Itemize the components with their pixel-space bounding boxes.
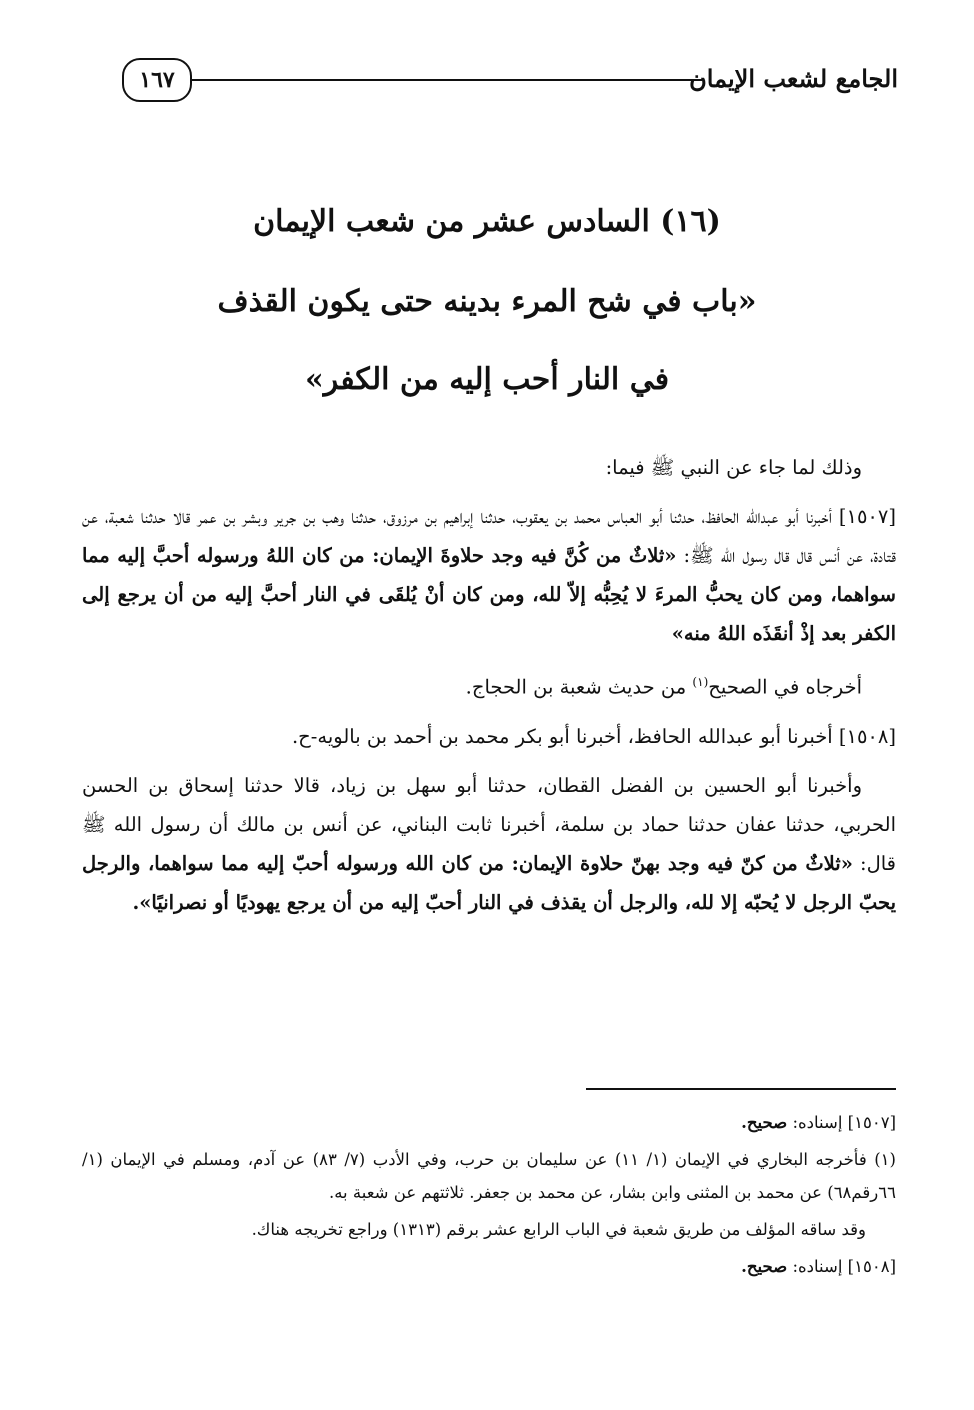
matn-text: «ثلاثٌ من كنّ فيه وجد بهنّ حلاوة الإيمان: من كان الله ورسوله أحبّ إليه مما سواهما، والرجل يحبّ الرجل لا يُحبّه إلا لله، والرجل أن يقذف في النار أحبّ إليه من أن يرجع يهوديًا أو نصرانيًا». <box>82 851 896 914</box>
footnotes <box>82 1106 896 1287</box>
hadith-1508 <box>82 717 896 756</box>
bab-title-line-2: في النار أحب إليه من الكفر» <box>304 362 670 397</box>
footnote-label: إسناده: <box>787 1113 848 1132</box>
footnote-rule <box>586 1088 896 1090</box>
takhrij-text: أخرجاه في الصحيح <box>708 675 862 699</box>
footnote-grade: صحيح. <box>741 1113 788 1132</box>
footnote-1507 <box>82 1106 896 1139</box>
matn-text: «ثلاثٌ من كُنَّ فيه وجد حلاوةَ الإيمان: من كان اللهُ ورسوله أحبَّ إليه مما سواهما، ومن كان يحبُّ المرءَ لا يُحِبُّه إلاّ لله، ومن كان أنْ يُلقَى في النار أحبَّ إليه من أن يرجع إلى الكفر بعد إذْ أنقَذَه اللهُ منه» <box>82 544 896 645</box>
bab-title-line-1: «باب في شح المرء بدينه حتى يكون القذف <box>217 284 757 319</box>
isnad-text: أخبرنا أبو عبدالله الحافظ، حدثنا أبو العباس محمد بن يعقوب، حدثنا إبراهيم بن مرزوق، حدثنا وهب بن جرير وبشر بن عمر قالا حدثنا شعبة، عن قتادة، عن أنس قال قال رسول الله ﷺ: <box>82 505 896 567</box>
footnote-label: إسناده: <box>787 1257 848 1276</box>
hadith-1508-isnad <box>82 766 896 922</box>
footnote-ref: (١) <box>692 675 709 689</box>
page-number: ١٦٧ <box>122 58 192 102</box>
header-rule <box>186 79 702 81</box>
intro-paragraph: وذلك لما جاء عن النبي ﷺ فيما: <box>605 456 862 479</box>
running-title: الجامع لشعب الإيمان <box>689 64 898 93</box>
footnote-1-cont: وقد ساقه المؤلف من طريق شعبة في الباب الرابع عشر برقم (١٣١٣) وراجع تخريجه هناك. <box>251 1220 866 1239</box>
chapter-title: (١٦) السادس عشر من شعب الإيمان <box>253 204 721 239</box>
takhrij-text-cont: من حديث شعبة بن الحجاج. <box>465 675 693 699</box>
hadith-number: [١٥٠٨] <box>838 724 896 748</box>
hadith-1507 <box>82 497 896 653</box>
titles <box>110 204 864 440</box>
takhrij-paragraph <box>82 663 896 707</box>
isnad-text: أخبرنا أبو عبدالله الحافظ، أخبرنا أبو بكر محمد بن أحمد بن بالويه-ح. <box>291 724 839 748</box>
page-header <box>122 58 898 102</box>
footnote-number: [١٥٠٨] <box>847 1257 896 1276</box>
main-text <box>82 448 896 932</box>
footnote-grade: صحيح. <box>741 1257 788 1276</box>
hadith-number: [١٥٠٧] <box>838 505 896 528</box>
footnote-number: [١٥٠٧] <box>847 1113 896 1132</box>
isnad-text: وأخبرنا أبو الحسين بن الفضل القطان، حدثنا أبو سهل بن زياد، قالا حدثنا إسحاق بن الحسن الحربي، حدثنا عفان حدثنا حماد بن سلمة، أخبرنا ثابت البناني، عن أنس بن مالك أن رسول الله ﷺ قال: <box>82 773 897 875</box>
footnote-1: (١) فأخرجه البخاري في الإيمان (١/ ١١) عن سليمان بن حرب، وفي الأدب (٧/ ٨٣) عن آدم، ومسلم في الإيمان (١/ ٦٦رقم٦٨) عن محمد بن المثنى وابن بشار، عن محمد بن جعفر. ثلاثتهم عن شعبة به. <box>82 1150 896 1202</box>
footnote-1508 <box>82 1250 896 1283</box>
